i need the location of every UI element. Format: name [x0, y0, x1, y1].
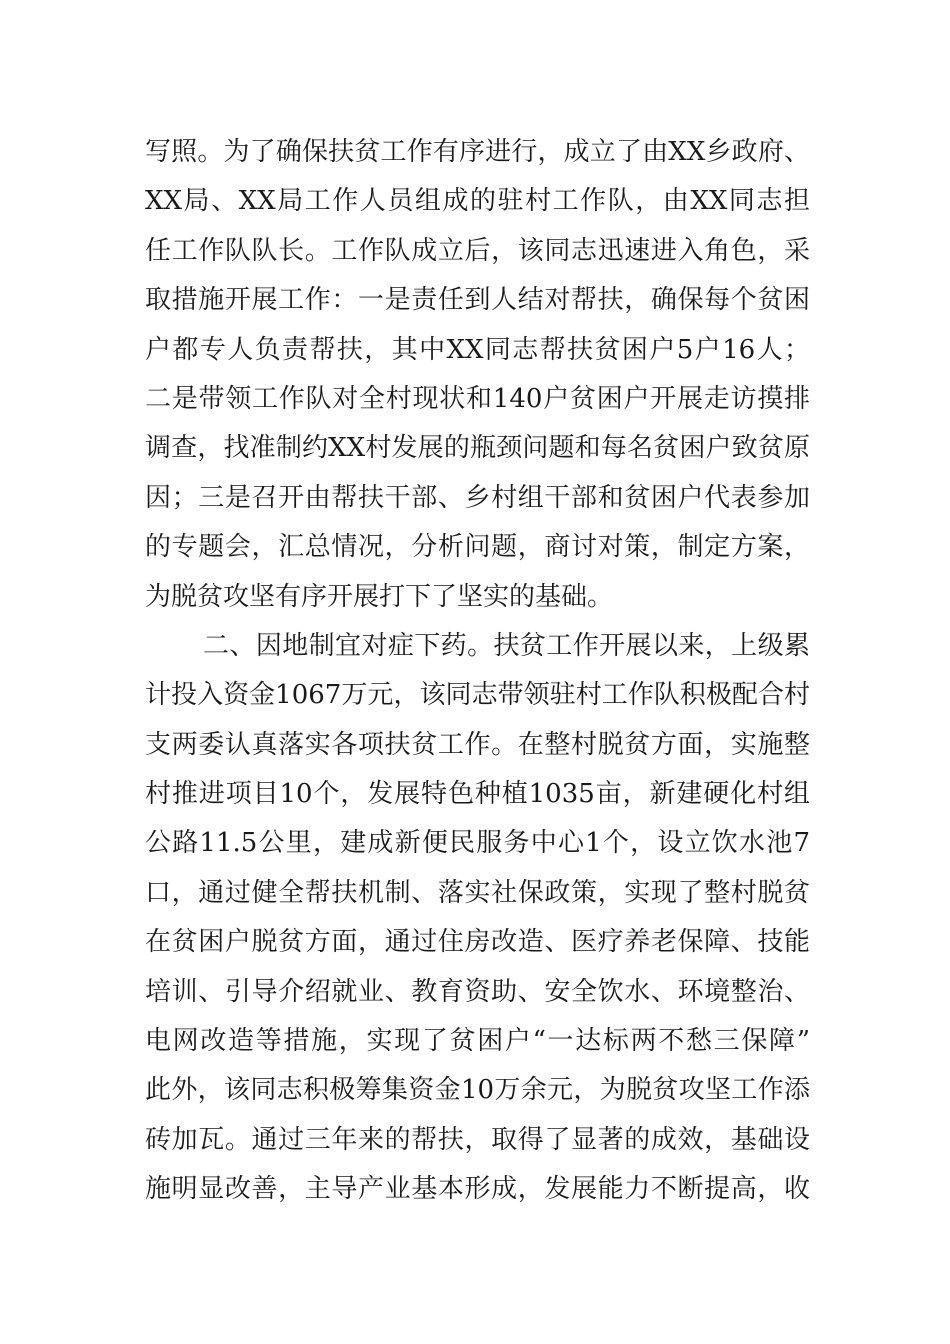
text-line: 村推进项目10个，发展特色种植1035亩，新建硬化村组 [145, 779, 810, 810]
text-line: 在贫困户脱贫方面，通过住房改造、医疗养老保障、技能 [145, 927, 810, 958]
text-line: 公路11.5公里，建成新便民服务中心1个，设立饮水池7 [145, 828, 810, 859]
document-body [145, 128, 810, 1215]
text-line: 写照。为了确保扶贫工作有序进行，成立了由XX乡政府、 [145, 137, 810, 167]
text-line: 口，通过健全帮扶机制、落实社保政策，实现了整村脱贫 [145, 877, 810, 908]
text-line: XX局、XX局工作人员组成的驻村工作队，由XX同志担 [145, 186, 810, 217]
text-line: 施明显改善，主导产业基本形成，发展能力不断提高，收 [145, 1174, 810, 1205]
text-line: 调查，找准制约XX村发展的瓶颈问题和每名贫困户致贫原 [145, 433, 810, 464]
text-line: 砖加瓦。通过三年来的帮扶，取得了显著的成效，基础设 [145, 1124, 810, 1155]
text-line: 户都专人负责帮扶，其中XX同志帮扶贫困户5户16人； [145, 334, 810, 365]
text-line: 计投入资金1067万元，该同志带领驻村工作队积极配合村 [145, 680, 810, 711]
text-line: 培训、引导介绍就业、教育资助、安全饮水、环境整治、 [145, 976, 810, 1007]
section-heading-line: 二、因地制宜对症下药。扶贫工作开展以来，上级累 [203, 630, 810, 661]
text-line: 的专题会，汇总情况，分析问题，商讨对策，制定方案， [145, 532, 810, 563]
text-line: 取措施开展工作：一是责任到人结对帮扶，确保每个贫困 [145, 285, 810, 316]
text-line: 二是带领工作队对全村现状和140户贫困户开展走访摸排 [145, 383, 810, 414]
text-line: 因；三是召开由帮扶干部、乡村组干部和贫困户代表参加 [145, 482, 810, 513]
paragraph-end-line: 为脱贫攻坚有序开展打下了坚实的基础。 [145, 581, 614, 612]
text-line: 此外，该同志积极筹集资金10万余元，为脱贫攻坚工作添 [145, 1075, 810, 1106]
text-line: 支两委认真落实各项扶贫工作。在整村脱贫方面，实施整 [145, 729, 810, 760]
text-line: 任工作队队长。工作队成立后，该同志迅速进入角色，采 [145, 235, 810, 266]
text-line: 电网改造等措施，实现了贫困户“一达标两不愁三保障” [145, 1026, 810, 1057]
